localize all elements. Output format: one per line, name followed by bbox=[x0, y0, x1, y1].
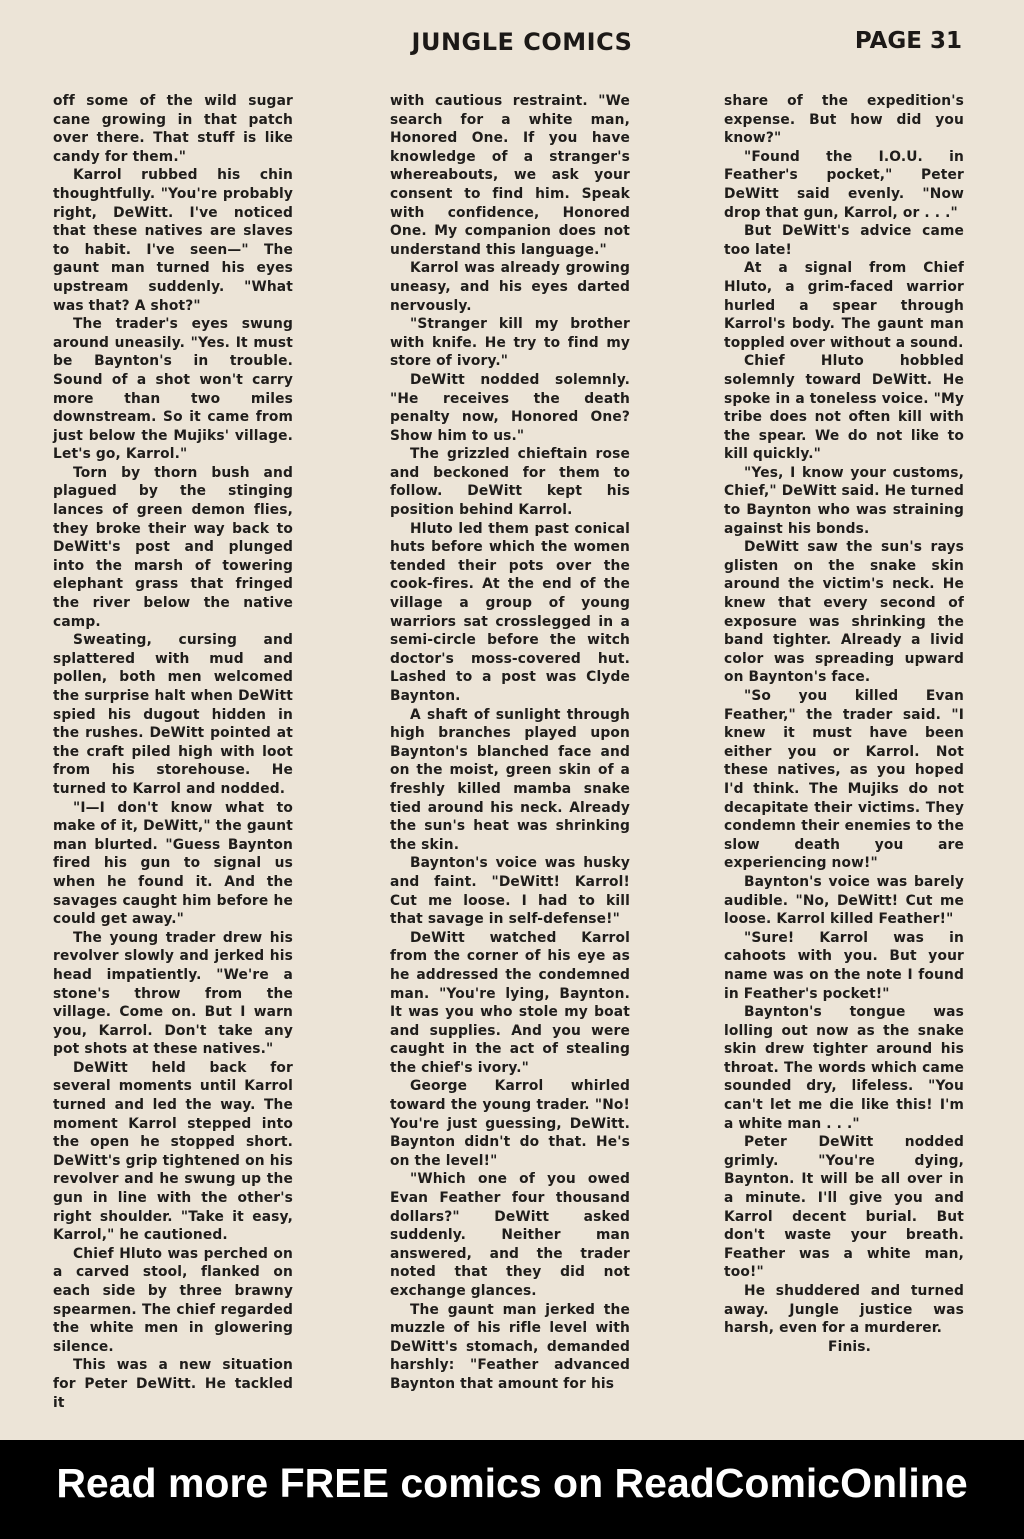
paragraph: "So you killed Evan Feather," the trader said. "I knew it must have been either you or Karrol. Not these natives, as you hoped I'd think. The Mujiks do not decapitate their victims. They condemn their enemies to the slow death you are experiencing now!" bbox=[724, 688, 964, 872]
paragraph: "Sure! Karrol was in cahoots with you. But your name was on the note I found in Feather's pocket!" bbox=[724, 929, 964, 1002]
paragraph: Peter DeWitt nodded grimly. "You're dying, Baynton. It will be all over in a minute. I'll give you and Karrol decent burial. But don't waste your breath. Feather was a white man, too!" bbox=[724, 1134, 964, 1281]
paragraph: This was a new situation for Peter DeWitt. He tackled it bbox=[53, 1357, 293, 1411]
paragraph: Baynton's tongue was lolling out now as the snake skin drew tighter around his throat. The words which came sounded dry, lifeless. "You can't let me die like this! I'm a white man . . ." bbox=[724, 1004, 964, 1132]
paragraph: "Found the I.O.U. in Feather's pocket," Peter DeWitt said evenly. "Now drop that gun, Karrol, or . . ." bbox=[724, 148, 964, 221]
page-number: PAGE 31 bbox=[854, 28, 962, 54]
paragraph: The grizzled chieftain rose and beckoned for them to follow. DeWitt kept his position behind Karrol. bbox=[390, 446, 630, 519]
paragraph: George Karrol whirled toward the young trader. "No! You're just guessing, DeWitt. Baynton didn't do that. He's on the level!" bbox=[390, 1078, 630, 1169]
paragraph: Chief Hluto hobbled solemnly toward DeWitt. He spoke in a toneless voice. "My tribe does not often kill with the spear. We do not like to kill quickly." bbox=[724, 353, 964, 463]
text-column-2 bbox=[390, 92, 630, 1394]
magazine-title: JUNGLE COMICS bbox=[411, 28, 633, 56]
promo-banner-text[interactable]: Read more FREE comics on ReadComicOnline bbox=[56, 1460, 968, 1506]
paragraph: Karrol rubbed his chin thoughtfully. "You're probably right, DeWitt. I've noticed that these natives are slaves to habit. I've seen—" The gaunt man turned his eyes upstream suddenly. "What was that? A shot?" bbox=[53, 167, 293, 314]
paragraph: "Which one of you owed Evan Feather four thousand dollars?" DeWitt asked suddenly. Neither man answered, and the trader noted that they did not exchange glances. bbox=[390, 1171, 630, 1299]
paragraph: DeWitt watched Karrol from the corner of his eye as he addressed the condemned man. "You're lying, Baynton. It was you who stole my boat and supplies. And you were caught in the act of stealing the chief's ivory." bbox=[390, 929, 630, 1076]
paragraph: Torn by thorn bush and plagued by the stinging lances of green demon flies, they broke their way back to DeWitt's post and plunged into the marsh of towering elephant grass that fringed the river below the native camp. bbox=[53, 464, 293, 630]
paragraph: Baynton's voice was husky and faint. "DeWitt! Karrol! Cut me loose. I had to kill that savage in self-defense!" bbox=[390, 855, 630, 928]
paragraph: DeWitt nodded solemnly. "He receives the death penalty now, Honored One? Show him to us." bbox=[390, 371, 630, 444]
paragraph: "Yes, I know your customs, Chief," DeWitt said. He turned to Baynton who was straining against his bonds. bbox=[724, 464, 964, 537]
paragraph: Baynton's voice was barely audible. "No, DeWitt! Cut me loose. Karrol killed Feather!" bbox=[724, 873, 964, 928]
paragraph: Sweating, cursing and splattered with mud and pollen, both men welcomed the surprise halt when DeWitt spied his dugout hidden in the rushes. DeWitt pointed at the craft piled high with loot from his storehouse. He turned to Karrol and nodded. bbox=[53, 632, 293, 797]
paragraph: A shaft of sunlight through high branches played upon Baynton's blanched face and on the moist, green skin of a freshly killed mamba snake tied around his neck. Already the sun's heat was shrinking the skin. bbox=[390, 706, 630, 853]
paragraph: DeWitt held back for several moments until Karrol turned and led the way. The moment Karrol stepped into the open he stopped short. DeWitt's grip tightened on his revolver and he swung up the gun in line with the other's right shoulder. "Take it easy, Karrol," he cautioned. bbox=[53, 1059, 293, 1244]
paragraph: share of the expedition's expense. But how did you know?" bbox=[724, 93, 964, 147]
paragraph: Hluto led them past conical huts before which the women tended their pots over the cook-fires. At the end of the village a group of young warriors sat crosslegged in a semi-circle before the witch doctor's moss-covered hut. Lashed to a post was Clyde Baynton. bbox=[390, 520, 630, 704]
paragraph: He shuddered and turned away. Jungle justice was harsh, even for a murderer. bbox=[724, 1283, 964, 1337]
paragraph: But DeWitt's advice came too late! bbox=[724, 223, 964, 258]
paragraph: Karrol was already growing uneasy, and his eyes darted nervously. bbox=[390, 260, 630, 314]
paragraph: DeWitt saw the sun's rays glisten on the snake skin around the victim's neck. He knew that every second of exposure was shrinking the band tighter. Already a livid color was spreading upward on Baynton's face. bbox=[724, 539, 964, 686]
paragraph: with cautious restraint. "We search for a white man, Honored One. If you have knowledge of a stranger's whereabouts, we ask your consent to find him. Speak with confidence, Honored One. My companion does not understand this language." bbox=[390, 93, 630, 258]
paragraph: At a signal from Chief Hluto, a grim-faced warrior hurled a spear through Karrol's body. The gaunt man toppled over without a sound. bbox=[724, 260, 964, 351]
paragraph: The trader's eyes swung around uneasily. "Yes. It must be Baynton's in trouble. Sound of a shot won't carry more than two miles downstream. So it came from just below the Mujiks' village. Let's go, Karrol." bbox=[53, 316, 293, 463]
text-column-3 bbox=[724, 92, 964, 1356]
paragraph: The gaunt man jerked the muzzle of his rifle level with DeWitt's stomach, demanded harshly: "Feather advanced Baynton that amount for his bbox=[390, 1301, 630, 1392]
closing-finis: Finis. bbox=[828, 1338, 872, 1355]
paragraph: "Stranger kill my brother with knife. He try to find my store of ivory." bbox=[390, 316, 630, 370]
paragraph: Chief Hluto was perched on a carved stool, flanked on each side by three brawny spearmen. The chief regarded the white men in glowering silence. bbox=[53, 1245, 293, 1355]
paragraph: off some of the wild sugar cane growing in that patch over there. That stuff is like candy for them." bbox=[53, 93, 293, 165]
text-column-1 bbox=[53, 92, 293, 1412]
paragraph: The young trader drew his revolver slowly and jerked his head impatiently. "We're a stone's throw from the village. Come on. But I warn you, Karrol. Don't take any pot shots at these natives." bbox=[53, 929, 293, 1058]
paragraph: "I—I don't know what to make of it, DeWitt," the gaunt man blurted. "Guess Baynton fired his gun to signal us when he found it. And the savages caught him before he could get away." bbox=[53, 799, 293, 928]
